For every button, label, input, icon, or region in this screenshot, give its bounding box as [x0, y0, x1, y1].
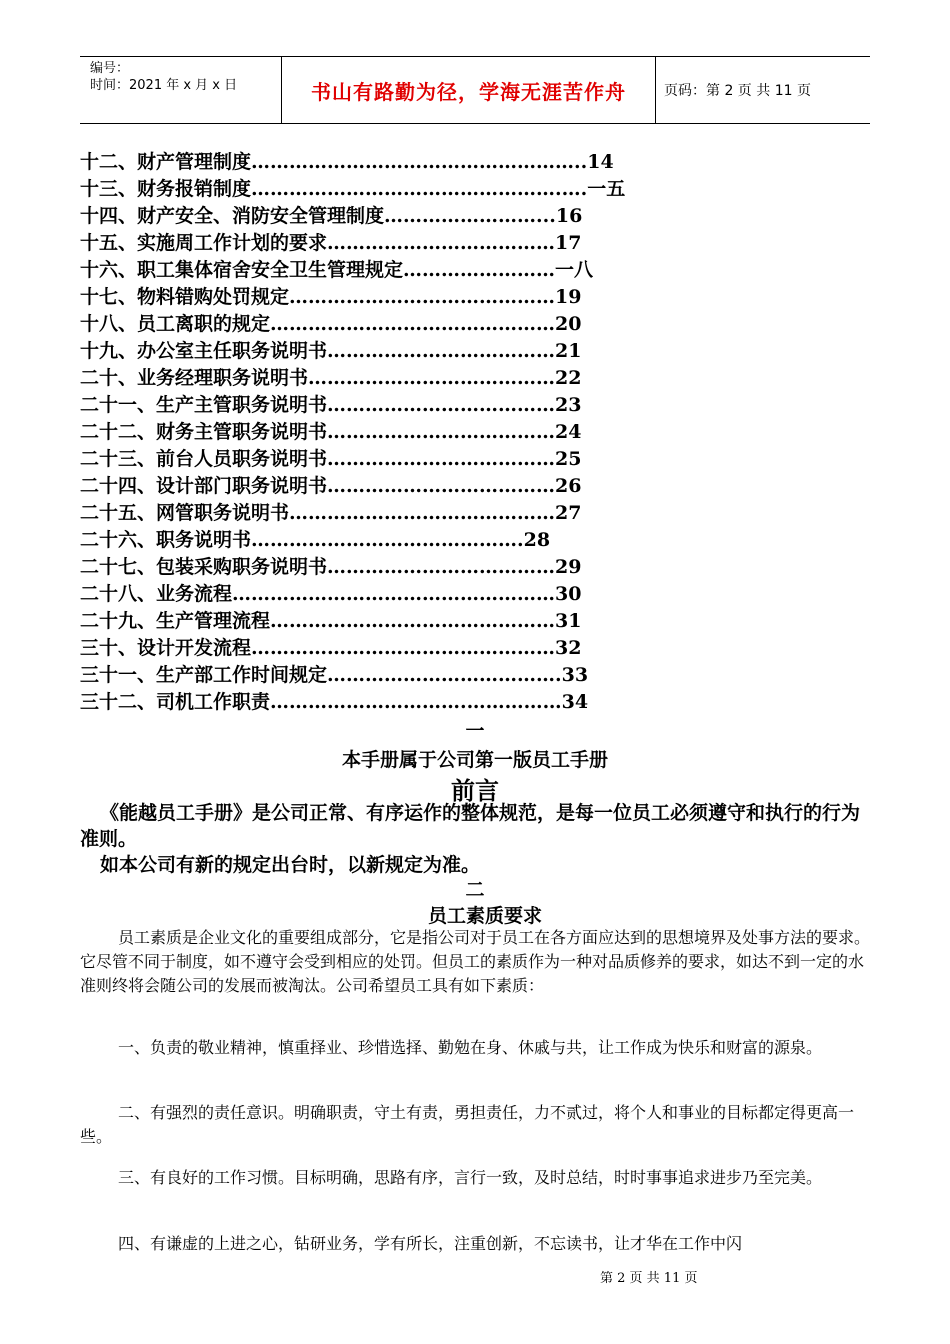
toc-entry[interactable]: 二十四、设计部门职务说明书………………………………26 — [80, 475, 582, 497]
table-of-contents — [80, 149, 780, 716]
quality-item: 一、负责的敬业精神，慎重择业、珍惜选择、勤勉在身、休戚与共，让工作成为快乐和财富的源泉。 — [118, 1038, 823, 1057]
header-motto: 书山有路勤为径，学海无涯苦作舟 — [311, 79, 626, 104]
toc-entry[interactable]: 二十三、前台人员职务说明书………………………………25 — [80, 448, 582, 470]
document-time-label: 时间：2021 年 x 月 x 日 — [90, 78, 238, 93]
toc-entry[interactable]: 二十九、生产管理流程………………………………………31 — [80, 610, 582, 632]
toc-entry[interactable]: 二十五、网管职务说明书……………………………………27 — [80, 502, 582, 524]
toc-entry[interactable]: 二十一、生产主管职务说明书………………………………23 — [80, 394, 582, 416]
toc-entry[interactable]: 三十二、司机工作职责………………………….……………34 — [80, 691, 589, 713]
toc-entry[interactable]: 二十七、包装采购职务说明书………………………………29 — [80, 556, 582, 578]
header-page-info: 页码：第 2 页 共 11 页 — [664, 83, 811, 99]
page-footer: 第 2 页 共 11 页 — [600, 1271, 698, 1286]
toc-entry[interactable]: 二十六、职务说明书…………………………………….28 — [80, 529, 551, 551]
section-title: 员工素质要求 — [427, 905, 542, 927]
section-numeral: 一 — [465, 720, 485, 742]
toc-entry[interactable]: 十六、职工集体宿舍安全卫生管理规定……………………一八 — [80, 259, 594, 281]
document-number-label: 编号： — [90, 61, 130, 76]
body-paragraph: 员工素质是企业文化的重要组成部分，它是指公司对于员工在各方面应达到的思想境界及处事方法的要求。它尽管不同于制度，如不遵守会受到相应的处罚。但员工的素质作为一种对品质修养的要求，如达不到一定的水准则终将会随公司的发展而被淘汰。公司希望员工具有如下素质： — [80, 928, 871, 995]
quality-item: 二、有强烈的责任意识。明确职责，守土有责，勇担责任，力不贰过，将个人和事业的目标都定得更高一些。 — [80, 1103, 855, 1146]
toc-entry[interactable]: 十四、财产安全、消防安全管理制度……………………...16 — [80, 205, 583, 227]
section-subtitle: 本手册属于公司第一版员工手册 — [341, 749, 608, 771]
toc-entry[interactable]: 二十二、财务主管职务说明书………………………………24 — [80, 421, 582, 443]
toc-entry[interactable]: 二十、业务经理职务说明书…………………………………22 — [80, 367, 582, 389]
preface-paragraph: 《能越员工手册》是公司正常、有序运作的整体规范，是每一位员工必须遵守和执行的行为准则。 — [80, 802, 861, 850]
toc-entry[interactable]: 十七、物料错购处罚规定……………………………………19 — [80, 286, 582, 308]
section-numeral: 二 — [465, 879, 485, 901]
header-meta — [80, 57, 280, 123]
page-header — [80, 56, 870, 124]
toc-entry[interactable]: 二十八、业务流程……………………………………………30 — [80, 583, 582, 605]
toc-entry[interactable]: 三十、设计开发流程…………………………………………32 — [80, 637, 582, 659]
toc-entry[interactable]: 十三、财务报销制度………………………………………….….一五 — [80, 178, 626, 200]
toc-entry[interactable]: 十九、办公室主任职务说明书………………………………21 — [80, 340, 582, 362]
toc-entry[interactable]: 十二、财产管理制度……………………………………………..14 — [80, 151, 614, 173]
toc-entry[interactable]: 三十一、生产部工作时间规定……………………………….33 — [80, 664, 589, 686]
preface-paragraph: 如本公司有新的规定出台时，以新规定为准。 — [100, 854, 481, 876]
section-title: 前言 — [451, 776, 499, 805]
toc-entry[interactable]: 十八、员工离职的规定………………………………………20 — [80, 313, 582, 335]
toc-entry[interactable]: 十五、实施周工作计划的要求………………………………17 — [80, 232, 582, 254]
quality-item: 四、有谦虚的上进之心，钻研业务，学有所长，注重创新，不忘读书，让才华在工作中闪 — [118, 1234, 743, 1253]
quality-item: 三、有良好的工作习惯。目标明确，思路有序，言行一致，及时总结，时时事事追求进步乃至完美。 — [118, 1168, 823, 1187]
